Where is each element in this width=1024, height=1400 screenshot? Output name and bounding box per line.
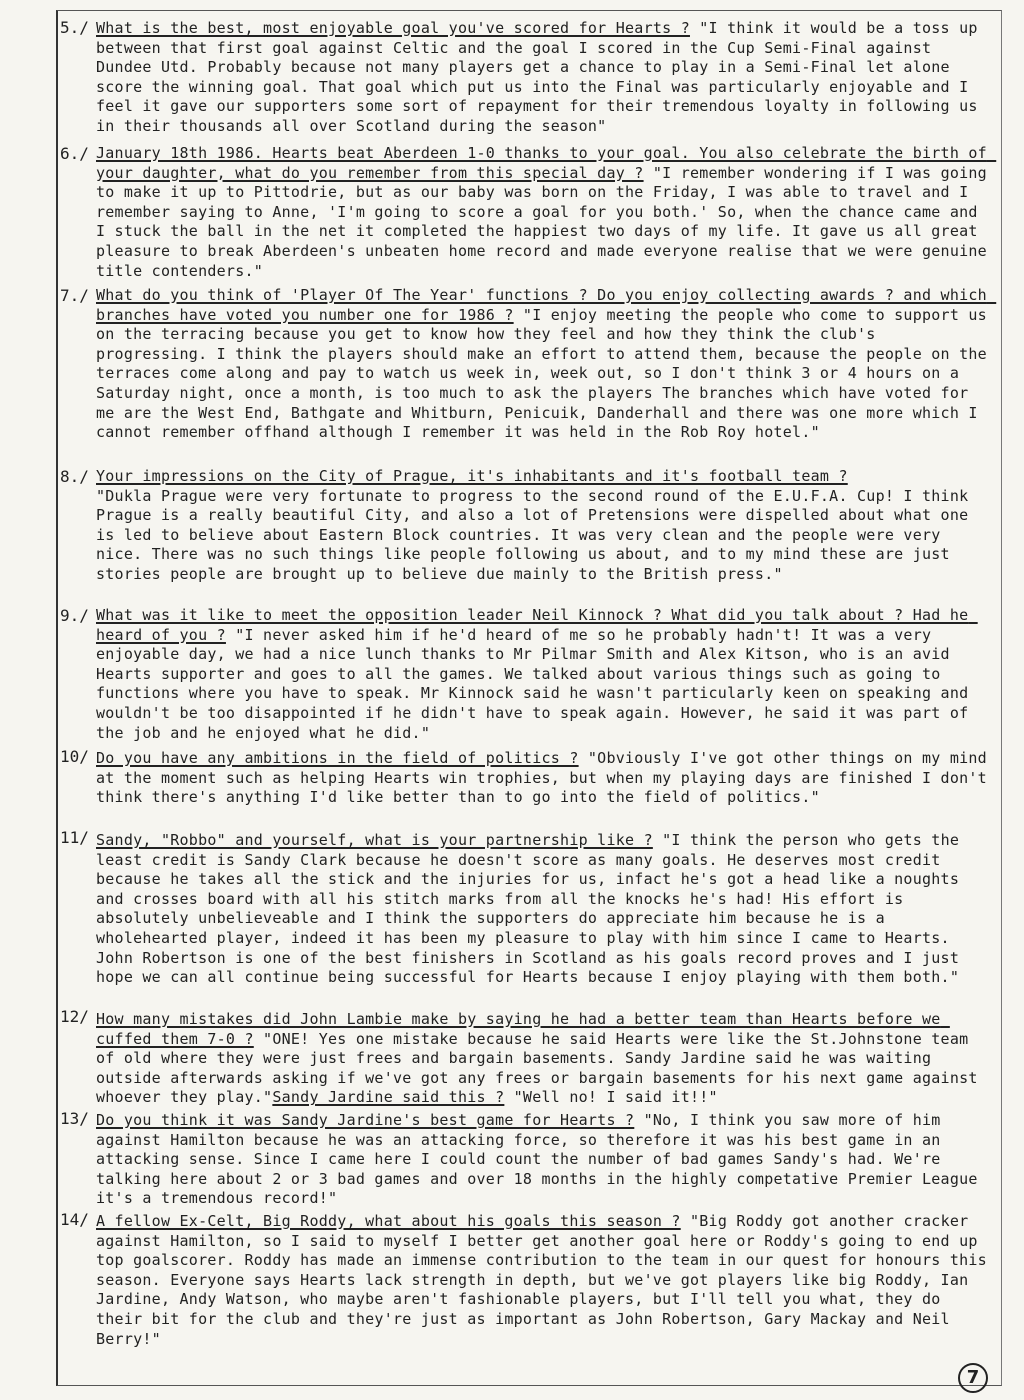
question-12: How many mistakes did John Lambie make by saying he had a better team than Hearts before we cuffed them 7-0 ? — [96, 1010, 950, 1048]
question-number-5: 5./ — [60, 18, 89, 37]
answer-13: "No, I think you saw more of him against Hamilton because he was an attacking force, so therefore it was his best game in an attacking sense. Since I came here I could count the number of bad games Sandy's had. We're talking here about 2 or 3 bad games and over 18 months in the highly competative Premier League it's a tremendous record!" — [96, 1111, 987, 1208]
answer-9: "I never asked him if he'd heard of me so he probably hadn't! It was a very enjoyable day, we had a nice lunch thanks to Mr Pilmar Smith and Alex Kitson, who is an avid Hearts supporter and goes to all the games. We talked about various things such as going to functions where you have to speak. Mr Kinnock said he wasn't particularly keen on speaking and wouldn't be too disappointed if he didn't have to speak again. However, he said it was part of the job and he enjoyed what he did." — [96, 625, 978, 742]
answer-7: "I enjoy meeting the people who come to support us on the terracing because you get to know how they feel and how they think the club's progressing. I think the players should make an effort to attend them, because the people on the terraces come along and pay to watch us week in, week out, so I don't think 3 or 4 hours on a Saturday night, once a month, is too much to ask the players The branches which have voted for me are the West End, Bathgate and Whitburn, Penicuik, Danderhall and there was one more which I cannot remember offhand although I remember it was held in the Rob Roy hotel." — [96, 305, 997, 442]
answer-12: "ONE! Yes one mistake because he said Hearts were like the St.Johnstone team of old where they were just frees and bargain basements. Sandy Jardine said he was waiting outside afterwards asking if we've got any frees or bargain basements for his next game against whoever they play." — [96, 1029, 987, 1107]
answer-5: "I think it would be a toss up between that first goal against Celtic and the goal I scored in the Cup Semi-Final against Dundee Utd. Probably because not many players get a chance to play in a Semi-Final let alone score the winning goal. That goal which put us into the Final was particularly enjoyable and I feel it gave our supporters some sort of repayment for their tremendous loyalty in following us in their thousands all over Scotland during the season" — [96, 19, 987, 135]
question-number-12: 12/ — [60, 1007, 89, 1026]
qa-block-5 — [96, 19, 996, 137]
question-12b: Sandy Jardine said this ? — [272, 1088, 505, 1107]
question-number-7: 7./ — [60, 286, 89, 305]
question-number-8: 8./ — [60, 467, 89, 486]
qa-block-10 — [96, 749, 996, 808]
qa-block-14 — [96, 1212, 996, 1349]
qa-block-7 — [96, 286, 996, 443]
qa-block-12 — [96, 1010, 996, 1108]
qa-block-9 — [96, 606, 996, 743]
question-7: What do you think of 'Player Of The Year' functions ? Do you enjoy collecting awards ? and which branches have voted you number one for 1986 ? — [96, 286, 997, 324]
page-number: 7 — [958, 1363, 988, 1393]
answer-11: "I think the person who gets the least credit is Sandy Clark because he doesn't score as many goals. He deserves most credit because he takes all the stick and the injuries for us, infact he's got a head like a noughts and crosses board with all his stitch marks from all the knocks he's had! His effort is absolutely unbelieveable and I think the supporters do appreciate him because he is a wholehearted player, indeed it has been my pleasure to play with him since I came to Hearts. John Robertson is one of the best finishers in Scotland as his goals record proves and I just hope we can all continue being successful for Hearts because I enjoy playing with them both." — [96, 831, 969, 987]
question-14: A fellow Ex-Celt, Big Roddy, what about his goals this season ? — [96, 1212, 681, 1230]
question-number-10: 10/ — [60, 747, 89, 766]
question-5: What is the best, most enjoyable goal you've scored for Hearts ? — [96, 19, 690, 37]
answer-6: "I remember wondering if I was going to make it up to Pittodrie, but as our baby was born on the Friday, I was able to travel and I remember saying to Anne, 'I'm going to score a goal for you both.' So, when the chance came and I stuck the ball in the net it completed the happiest two days of my life. It gave us all great pleasure to break Aberdeen's unbeaten home record and made everyone realise that we were genuine title contenders." — [96, 163, 997, 280]
answer-14: "Big Roddy got another cracker against Hamilton, so I said to myself I better get another goal here or Roddy's going to end up top goalscorer. Roddy has made an immense contribution to the team in our quest for honours this season. Everyone says Hearts lack strength in depth, but we've got players like big Roddy, Ian Jardine, Andy Watson, who maybe aren't fashionable players, but I'll tell you what, they do their bit for the club and they're just as important as John Robertson, Gary Mackay and Neil Berry!" — [96, 1212, 997, 1348]
qa-block-13 — [96, 1111, 996, 1209]
qa-block-11 — [96, 831, 996, 988]
answer-8: "Dukla Prague were very fortunate to progress to the second round of the E.U.F.A. Cup! I think Prague is a really beautiful City, and also a lot of Pretensions were dispelled about what one is led to believe about Eastern Block countries. It was very clean and the people were very nice. There was no such things like people following us about, and to my mind these are just stories people are brought up to believe due mainly to the British press." — [96, 486, 969, 583]
qa-block-8 — [96, 467, 996, 585]
question-number-11: 11/ — [60, 828, 89, 847]
question-9: What was it like to meet the opposition leader Neil Kinnock ? What did you talk about ? Had he heard of you ? — [96, 606, 978, 644]
question-number-6: 6./ — [60, 144, 89, 163]
question-number-14: 14/ — [60, 1210, 89, 1229]
question-6: January 18th 1986. Hearts beat Aberdeen 1-0 thanks to your goal. You also celebrate the birth of your daughter, what do you remember from this special day ? — [96, 144, 997, 182]
answer-10: "Obviously I've got other things on my mind at the moment such as helping Hearts win trophies, but when my playing days are finished I don't think there's anything I'd like better than to go into the field of politics." — [96, 749, 997, 807]
question-11: Sandy, "Robbo" and yourself, what is your partnership like ? — [96, 831, 653, 849]
question-8: Your impressions on the City of Prague, it's inhabitants and it's football team ? — [96, 467, 848, 485]
qa-block-6 — [96, 144, 996, 281]
question-number-9: 9./ — [60, 606, 89, 625]
question-13: Do you think it was Sandy Jardine's best game for Hearts ? — [96, 1111, 635, 1129]
question-number-13: 13/ — [60, 1109, 89, 1128]
answer-12b: "Well no! I said it!!" — [504, 1088, 718, 1107]
question-10: Do you have any ambitions in the field of politics ? — [96, 749, 579, 767]
